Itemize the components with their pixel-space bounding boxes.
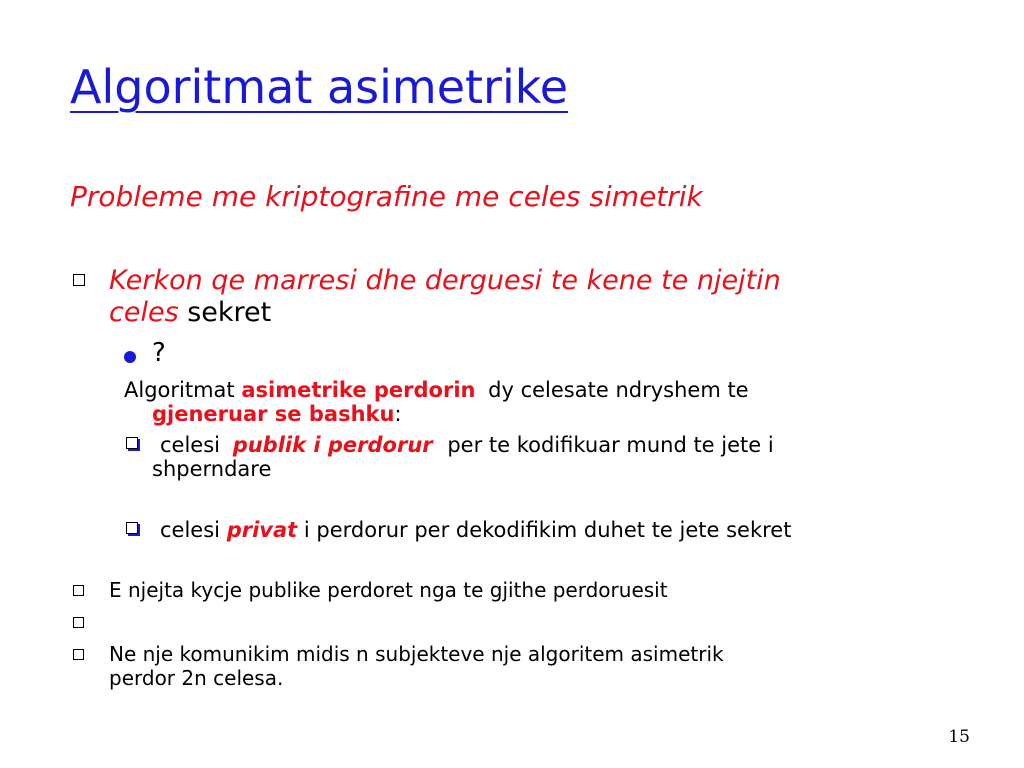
para-middle: dy celesate ndryshem te bbox=[488, 378, 749, 402]
item-public-key bbox=[152, 433, 932, 481]
public-prefix: celesi bbox=[160, 433, 220, 457]
bullet-4-line-1: Ne nje komunikim midis n subjekteve nje algoritem asimetrik bbox=[109, 642, 724, 666]
para-red-1: asimetrike perdorin bbox=[241, 378, 476, 402]
public-rest: per te kodifikuar mund te jete i bbox=[447, 433, 774, 457]
checkbox-square-icon bbox=[126, 522, 138, 534]
item-private-key bbox=[152, 518, 932, 542]
private-rest: i perdorur per dekodifikim duhet te jete sekret bbox=[303, 518, 792, 542]
round-bullet-icon bbox=[124, 351, 136, 363]
para-prefix: Algoritmat bbox=[124, 378, 235, 402]
page-number: 15 bbox=[948, 727, 970, 747]
hollow-square-bullet-icon bbox=[73, 274, 85, 286]
bullet-1-red: Kerkon qe marresi dhe derguesi te kene te njejtin bbox=[109, 265, 781, 296]
bullet-4 bbox=[109, 642, 929, 690]
private-red: privat bbox=[226, 518, 298, 542]
bullet-1 bbox=[109, 265, 929, 329]
bullet-1-red2: celes bbox=[109, 297, 179, 328]
public-rest-2: shperndare bbox=[152, 457, 272, 481]
hollow-square-bullet-icon bbox=[73, 649, 84, 660]
asymmetric-paragraph bbox=[124, 378, 884, 426]
slide-subtitle: Probleme me kriptografine me celes simetrik bbox=[70, 180, 703, 213]
public-red: publik i perdorur bbox=[232, 433, 433, 457]
slide-title: Algoritmat asimetrike bbox=[70, 60, 569, 114]
para-red-2: gjeneruar se bashku bbox=[152, 402, 395, 426]
hollow-square-bullet-icon bbox=[73, 585, 84, 596]
sub-bullet-question: ? bbox=[152, 338, 166, 368]
bullet-4-line-2: perdor 2n celesa. bbox=[109, 666, 284, 690]
bullet-1-black: sekret bbox=[187, 297, 272, 328]
private-prefix: celesi bbox=[160, 518, 220, 542]
checkbox-square-icon bbox=[126, 437, 138, 449]
hollow-square-bullet-icon bbox=[73, 617, 84, 628]
bullet-2: E njejta kycje publike perdoret nga te gjithe perdoruesit bbox=[109, 578, 668, 602]
para-suffix: : bbox=[394, 402, 402, 426]
